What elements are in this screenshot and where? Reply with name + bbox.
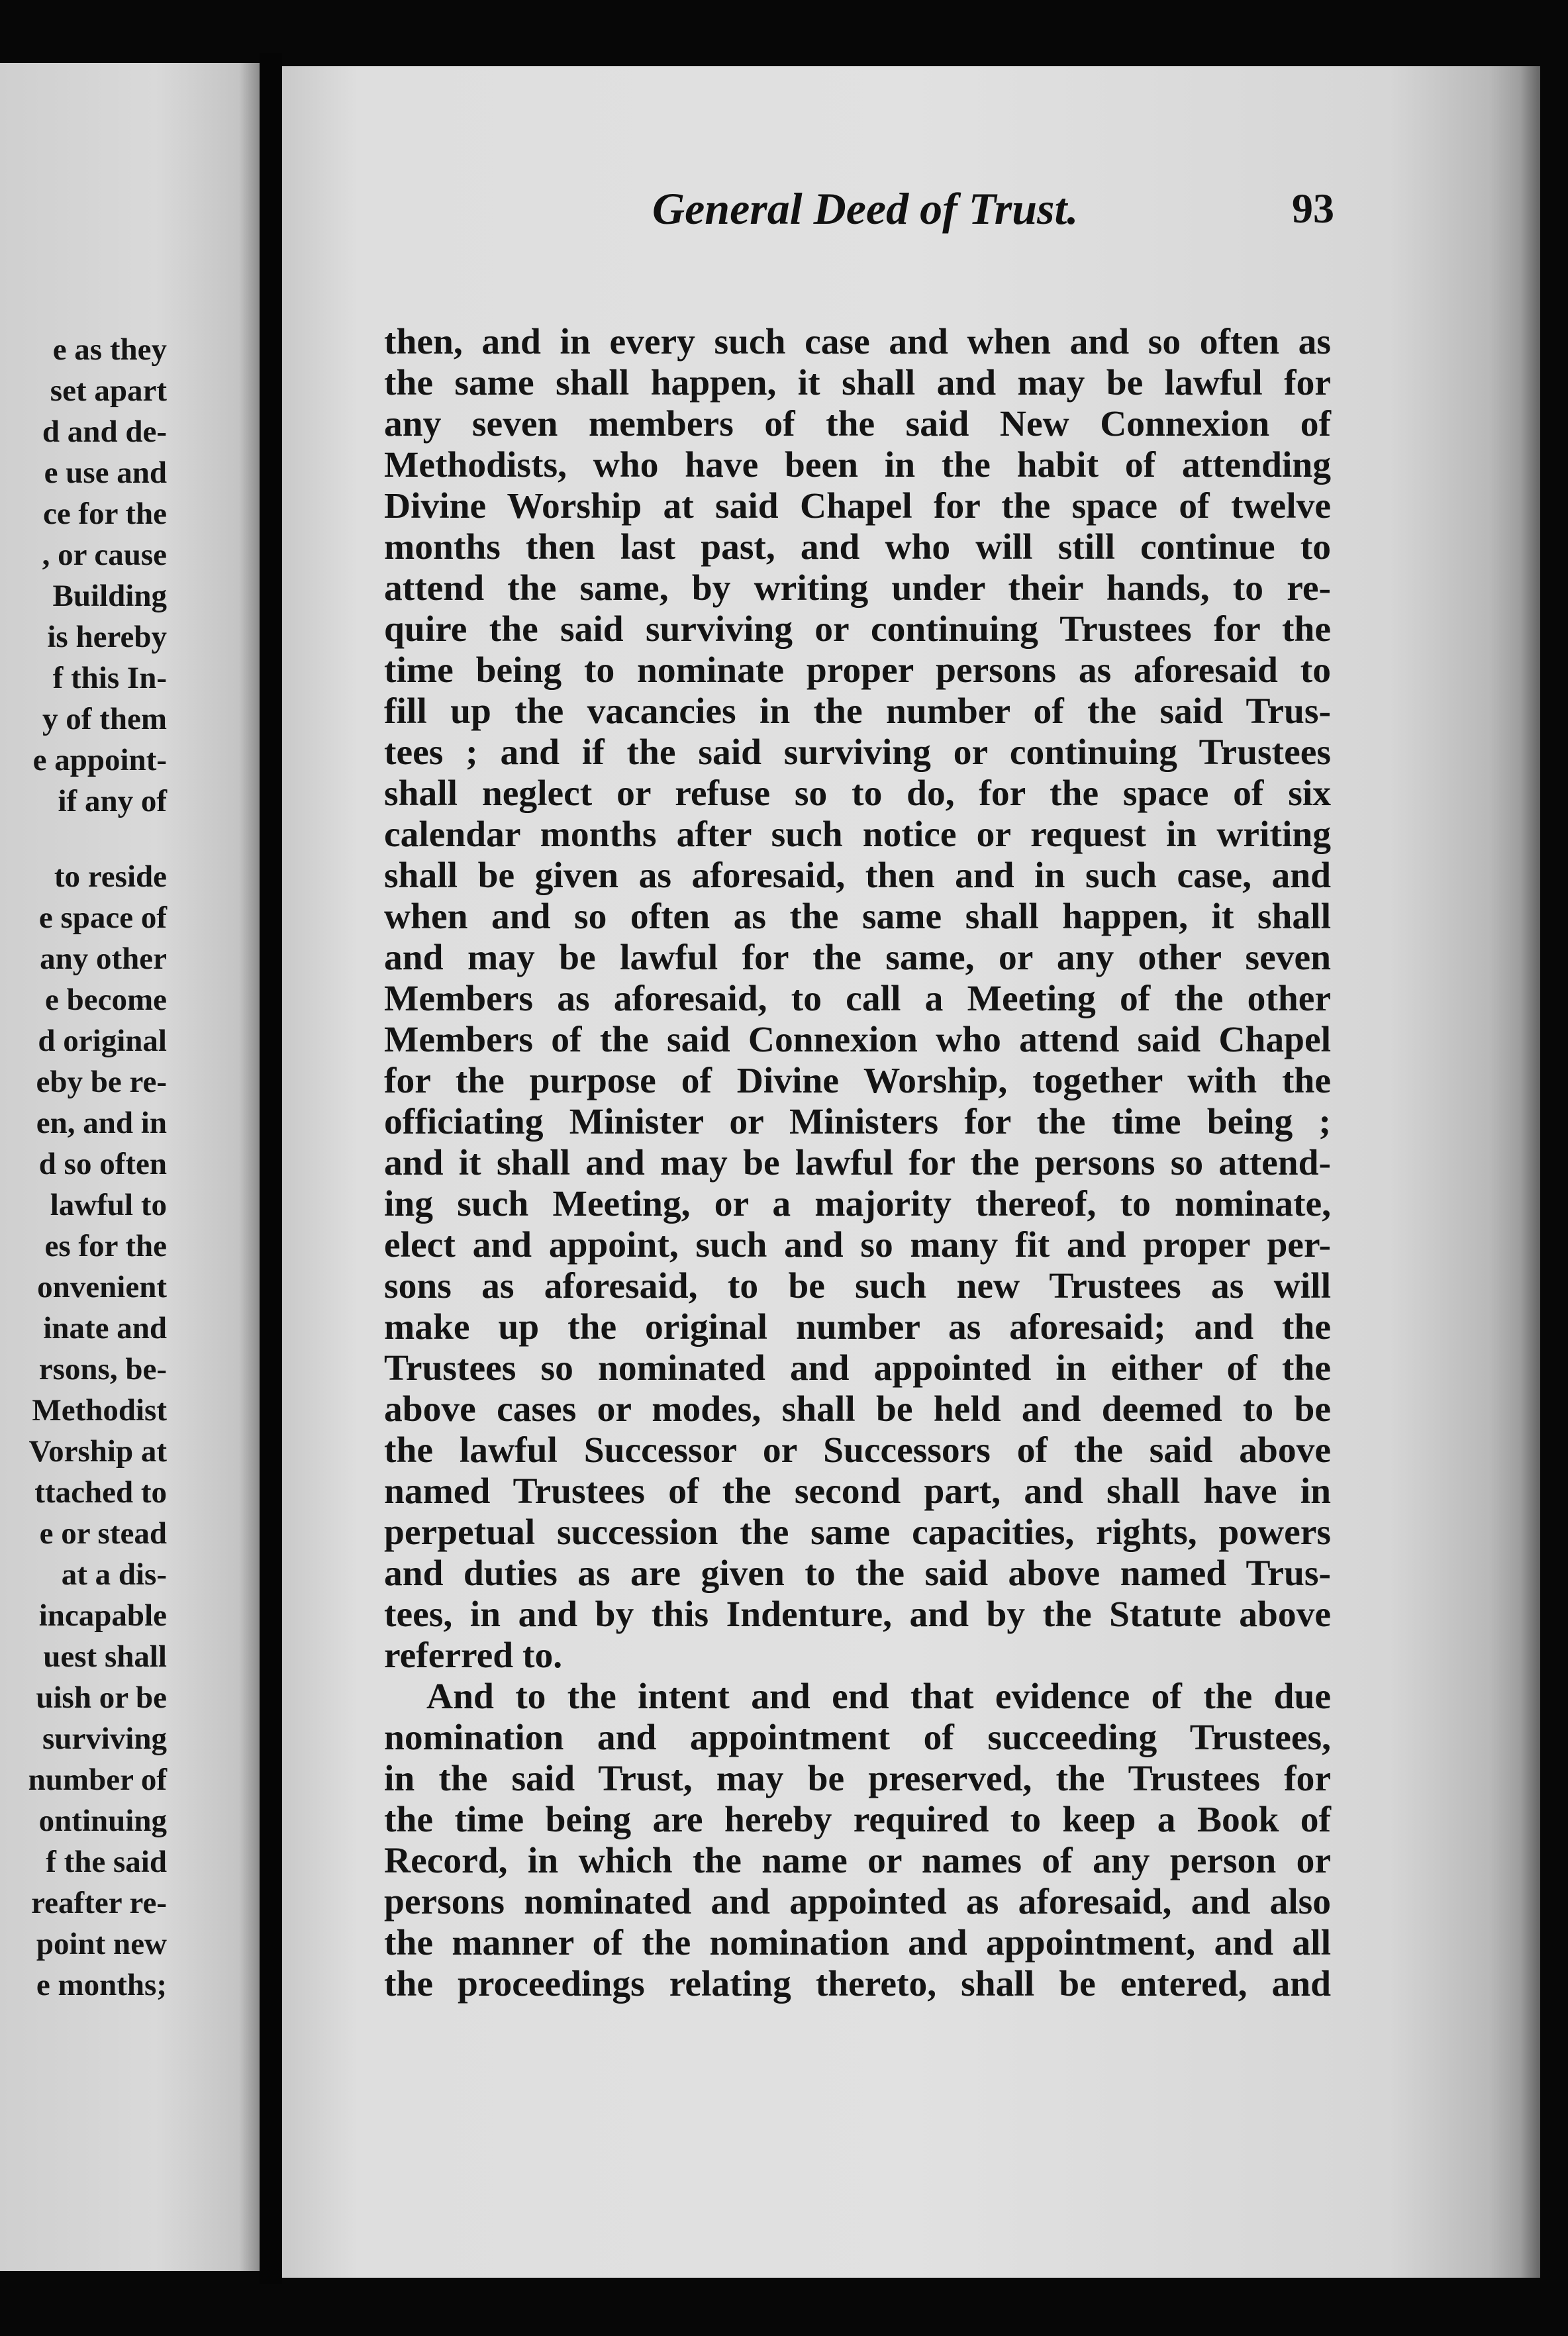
facing-line: point new (36, 1927, 167, 1961)
facing-line: Vorship at (28, 1434, 167, 1469)
facing-line: e or stead (39, 1516, 167, 1551)
facing-line: ce for the (42, 497, 167, 531)
facing-line: e use and (44, 456, 167, 490)
facing-line: , or cause (42, 538, 167, 572)
running-title: General Deed of Trust. (652, 183, 1079, 234)
text-line: months then last past, and who will still continue to (384, 527, 1331, 567)
facing-line: eby be re- (36, 1065, 167, 1099)
facing-line: reafter re- (31, 1886, 167, 1920)
facing-line: e appoint- (32, 743, 167, 777)
text-line: nomination and appointment of succeeding Trustees, (384, 1718, 1331, 1758)
text-line: the proceedings relating thereto, shall be entered, and (384, 1964, 1331, 2004)
facing-line: d original (38, 1024, 167, 1058)
text-line: the manner of the nomination and appointment, and all (384, 1923, 1331, 1963)
text-line: elect and appoint, such and so many fit and proper per- (384, 1225, 1331, 1265)
text-line: for the purpose of Divine Worship, together with the (384, 1061, 1331, 1101)
facing-line: if any of (58, 784, 167, 818)
text-line: perpetual succession the same capacities, rights, powers (384, 1512, 1331, 1553)
text-line: when and so often as the same shall happen, it shall (384, 897, 1331, 937)
body-text (384, 322, 1331, 2005)
facing-line: e as they (52, 332, 167, 367)
text-line: Divine Worship at said Chapel for the space of twelve (384, 486, 1331, 526)
facing-line: is hereby (47, 620, 167, 654)
text-line: ing such Meeting, or a majority thereof, to nominate, (384, 1184, 1331, 1224)
page-edge-shadow (1520, 66, 1540, 2278)
facing-line: ttached to (34, 1475, 167, 1510)
text-line: attend the same, by writing under their hands, to re- (384, 568, 1331, 608)
text-line: Members as aforesaid, to call a Meeting of the other (384, 979, 1331, 1019)
facing-page (0, 63, 260, 2271)
facing-line: Methodist (32, 1393, 167, 1428)
facing-line: onvenient (37, 1270, 167, 1304)
facing-line: uish or be (36, 1680, 167, 1715)
facing-line: any other (40, 942, 167, 976)
facing-line: es for the (44, 1229, 167, 1263)
facing-line: e become (45, 983, 167, 1017)
text-line: shall be given as aforesaid, then and in such case, and (384, 855, 1331, 896)
facing-line: f this In- (52, 661, 167, 695)
facing-line: at a dis- (61, 1557, 167, 1592)
text-line: shall neglect or refuse so to do, for the space of six (384, 773, 1331, 814)
book-gutter (260, 53, 282, 2284)
text-line: Members of the said Connexion who attend said Chapel (384, 1020, 1331, 1060)
text-line: Trustees so nominated and appointed in either of the (384, 1348, 1331, 1388)
text-line: officiating Minister or Ministers for the time being ; (384, 1102, 1331, 1142)
facing-line: d and de- (42, 414, 167, 449)
facing-line: number of (28, 1763, 167, 1797)
facing-line: e space of (38, 900, 167, 935)
text-line: And to the intent and end that evidence of the due (426, 1677, 1331, 1717)
facing-line: set apart (50, 373, 167, 408)
page-header (368, 175, 1334, 248)
facing-line: uest shall (43, 1639, 167, 1674)
facing-page-text (0, 329, 167, 2006)
text-line: sons as aforesaid, to be such new Trustees as will (384, 1266, 1331, 1306)
text-line: time being to nominate proper persons as aforesaid to (384, 650, 1331, 691)
text-line: and duties as are given to the said above named Trus- (384, 1553, 1331, 1594)
text-line: any seven members of the said New Connexion of (384, 404, 1331, 444)
facing-line: inate and (43, 1311, 167, 1345)
facing-line: lawful to (50, 1188, 167, 1222)
facing-line: surviving (42, 1722, 167, 1756)
facing-line: e months; (36, 1968, 167, 2002)
text-line: Methodists, who have been in the habit of attending (384, 445, 1331, 485)
text-line: named Trustees of the second part, and shall have in (384, 1471, 1331, 1512)
facing-paragraph-gap (0, 822, 167, 856)
facing-line: y of them (42, 702, 167, 736)
text-line: and it shall and may be lawful for the persons so attend- (384, 1143, 1331, 1183)
facing-line: d so often (38, 1147, 167, 1181)
facing-line: f the said (46, 1845, 167, 1879)
text-line: above cases or modes, shall be held and deemed to be (384, 1389, 1331, 1430)
text-line: persons nominated and appointed as aforesaid, and also (384, 1882, 1331, 1922)
facing-line: en, and in (36, 1106, 167, 1140)
text-line: tees ; and if the said surviving or continuing Trustees (384, 732, 1331, 773)
page-number: 93 (1292, 185, 1334, 232)
text-line: quire the said surviving or continuing Trustees for the (384, 609, 1331, 650)
facing-line: incapable (38, 1598, 167, 1633)
facing-line: rsons, be- (38, 1352, 167, 1387)
text-line: calendar months after such notice or request in writing (384, 814, 1331, 855)
facing-line: Building (52, 579, 167, 613)
text-line: Record, in which the name or names of any person or (384, 1841, 1331, 1881)
text-line: the time being are hereby required to keep a Book of (384, 1800, 1331, 1840)
text-line: the lawful Successor or Successors of the said above (384, 1430, 1331, 1471)
facing-line: to reside (54, 859, 167, 894)
text-line: and may be lawful for the same, or any other seven (384, 938, 1331, 978)
text-line: then, and in every such case and when and so often as (384, 322, 1331, 362)
text-line: make up the original number as aforesaid; and the (384, 1307, 1331, 1347)
text-line: referred to. (384, 1635, 563, 1676)
text-line: the same shall happen, it shall and may be lawful for (384, 363, 1331, 403)
text-line: tees, in and by this Indenture, and by the Statute above (384, 1594, 1331, 1635)
text-line: in the said Trust, may be preserved, the Trustees for (384, 1759, 1331, 1799)
facing-line: ontinuing (38, 1804, 167, 1838)
text-line: fill up the vacancies in the number of the said Trus- (384, 691, 1331, 732)
